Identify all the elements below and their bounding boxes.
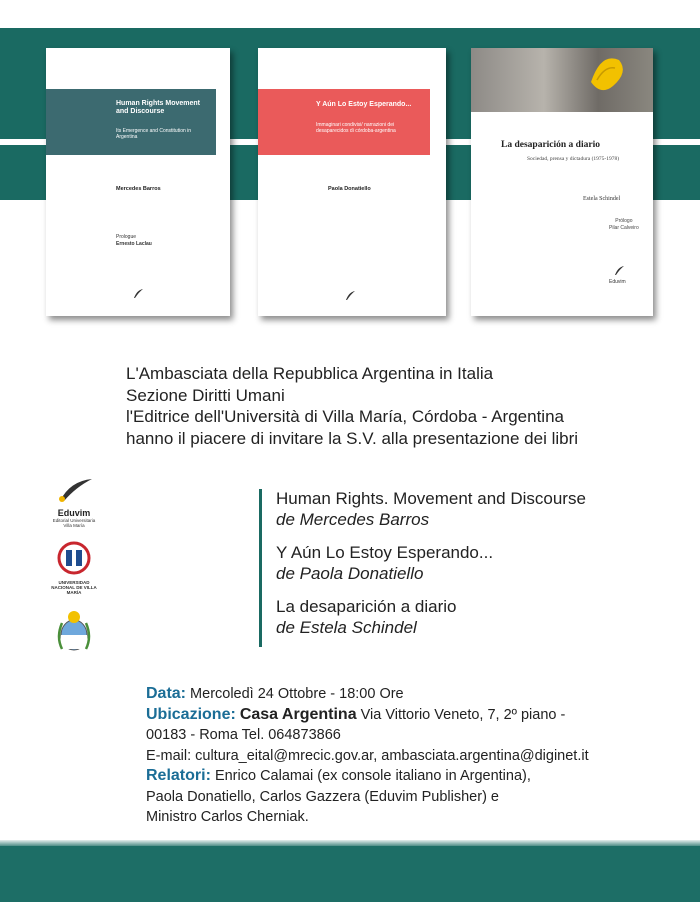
book-cover-prologue [116, 234, 152, 248]
book-cover-prologue-author: Pilar Calveiro [609, 225, 639, 231]
event-details [146, 684, 686, 828]
book-cover-title: Human Rights Movement and Discourse [116, 100, 201, 115]
book-cover-title: La desaparición a diario [501, 140, 600, 150]
location-label: Ubicazione: [146, 705, 236, 723]
book-cover-prologue-label: Prologue [116, 234, 137, 240]
book-list-divider [259, 489, 262, 647]
book-cover-human-rights [46, 48, 230, 316]
book-author: de Estela Schindel [276, 618, 417, 637]
unvm-logo-caption: UNIVERSIDAD NACIONAL DE VILLA MARÍA [51, 580, 97, 595]
event-email[interactable]: E-mail: cultura_eital@mrecic.gov.ar, ambasciata.argentina@diginet.it [146, 747, 589, 764]
unvm-logo-icon [57, 541, 91, 575]
speakers-line: Paola Donatiello, Carlos Gazzera (Eduvim Publisher) e [146, 788, 499, 805]
eduvim-quill-icon [54, 477, 94, 503]
unvm-logo [50, 541, 98, 603]
intro-line: hanno il piacere di invitare la S.V. alla presentazione dei libri [126, 428, 579, 448]
presented-books-list [276, 488, 586, 650]
invitation-intro [126, 363, 686, 449]
event-date [146, 684, 686, 705]
event-speakers [146, 766, 686, 787]
eduvim-quill-icon [613, 265, 625, 277]
book-cover-y-aun [258, 48, 446, 316]
book-cover-title: Y Aún Lo Estoy Esperando... [316, 101, 412, 108]
eduvim-quill-icon [344, 290, 356, 302]
eduvim-logo-name: Eduvim [57, 508, 91, 518]
book-cover-author: Paola Donatiello [328, 186, 371, 192]
eduvim-quill-icon [132, 288, 144, 300]
book-cover-publisher: Eduvim [609, 279, 626, 285]
list-item [276, 542, 586, 584]
book-title: Human Rights. Movement and Discourse [276, 489, 586, 508]
book-cover-subtitle: Sociedad, prensa y dictadura (1975-1978) [527, 156, 620, 162]
book-cover-subtitle: Immaginari condivisi/ narrazioni dei desaparecidos di córdoba-argentina [316, 122, 396, 134]
book-cover-prologue [609, 218, 639, 232]
book-cover-panel [46, 89, 216, 155]
date-value: Mercoledì 24 Ottobre - 18:00 Ore [190, 686, 404, 702]
intro-line: Sezione Diritti Umani [126, 385, 285, 405]
date-label: Data: [146, 685, 187, 702]
book-cover-prologue-label: Prólogo [615, 218, 633, 224]
book-author: de Paola Donatiello [276, 564, 424, 583]
eduvim-logo [50, 477, 98, 537]
argentina-coat-of-arms-icon [54, 607, 94, 655]
book-cover-desaparicion [471, 48, 653, 316]
book-title: Y Aún Lo Estoy Esperando... [276, 543, 494, 562]
book-cover-subtitle: Its Emergence and Constitution in Argentina [116, 128, 192, 140]
location-address: Via Vittorio Veneto, 7, 2º piano - [360, 706, 566, 723]
location-address-line2: 00183 - Roma Tel. 064873866 [146, 727, 341, 743]
book-cover-prologue-author: Ernesto Laclau [116, 241, 152, 247]
book-author: de Mercedes Barros [276, 510, 430, 529]
intro-line: L'Ambasciata della Repubblica Argentina in Italia [126, 364, 494, 383]
event-location [146, 705, 686, 726]
list-item [276, 488, 586, 530]
yellow-flower-icon [571, 52, 631, 100]
intro-line: l'Editrice dell'Università di Villa María, Córdoba - Argentina [126, 407, 564, 426]
speakers-label: Relatori: [146, 767, 211, 784]
book-cover-author: Estela Schindel [583, 196, 621, 202]
bottom-band [0, 846, 700, 902]
book-cover-author: Mercedes Barros [116, 186, 161, 192]
book-title: La desaparición a diario [276, 597, 457, 616]
eduvim-logo-caption: Editorial Universitaria Villa María [52, 518, 96, 528]
list-item [276, 596, 586, 638]
speakers-line: Ministro Carlos Cherniak. [146, 809, 309, 825]
location-name: Casa Argentina [239, 705, 357, 723]
speakers-line: Enrico Calamai (ex console italiano in Argentina), [214, 768, 531, 784]
